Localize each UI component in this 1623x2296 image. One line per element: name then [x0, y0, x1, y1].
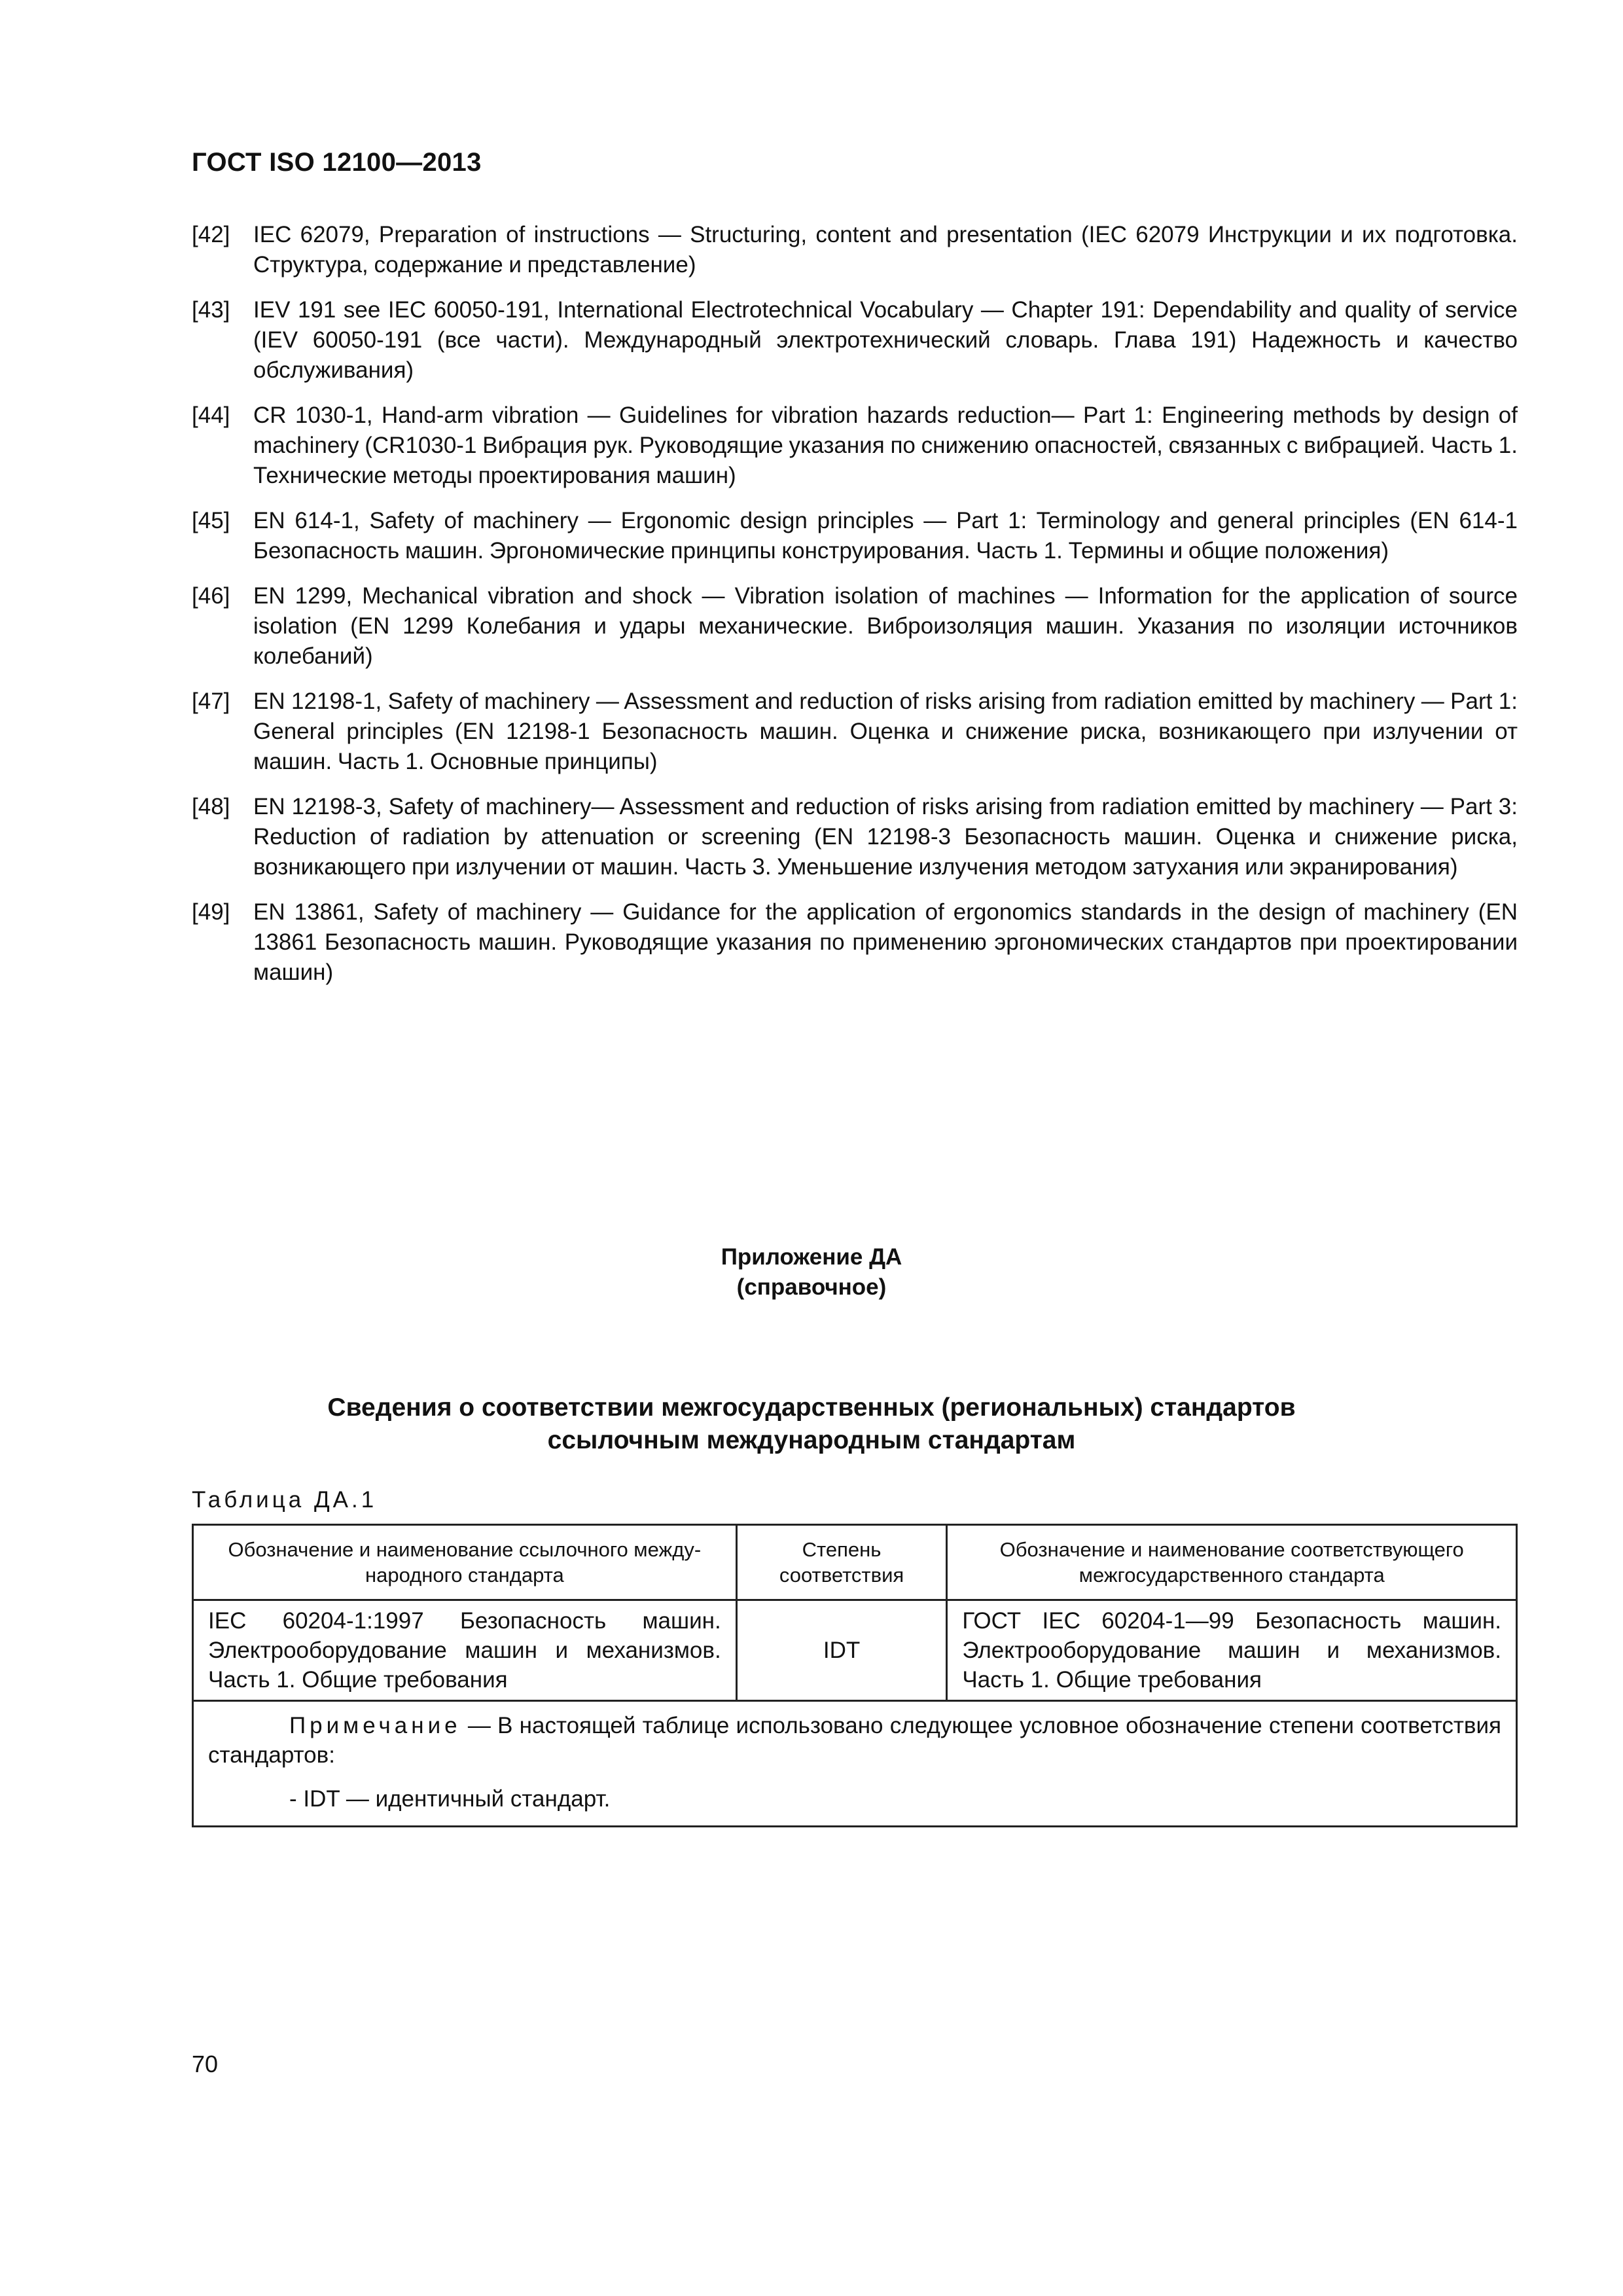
- reference-item: [192, 581, 1518, 672]
- table-header-row: [193, 1525, 1517, 1600]
- table-header-cell: Степень соответствия: [736, 1525, 947, 1600]
- page-number: 70: [192, 2051, 219, 2077]
- reference-item: [192, 897, 1518, 988]
- table-cell: IEC 60204-1:1997 Безопасность машин. Электрооборудование машин и механизмов. Часть 1. Общие требования: [193, 1600, 737, 1701]
- reference-item: [192, 792, 1518, 882]
- section-title-line-2: ссылочным международным стандартам: [547, 1426, 1076, 1454]
- reference-number: [45]: [192, 508, 230, 533]
- note-item: - IDT — идентичный стандарт.: [289, 1786, 611, 1812]
- reference-number: [44]: [192, 403, 230, 428]
- reference-item: [192, 401, 1518, 491]
- table-cell: IDT: [736, 1600, 947, 1701]
- table-label: Таблица ДА.1: [192, 1487, 378, 1513]
- reference-item: [192, 295, 1518, 386]
- reference-number: [43]: [192, 297, 230, 323]
- table-row: [193, 1600, 1517, 1701]
- table-note-cell: [193, 1701, 1517, 1827]
- reference-number: [49]: [192, 899, 230, 925]
- table-note-text: [208, 1711, 1501, 1770]
- reference-text: EN 12198-3, Safety of machinery— Assessment and reduction of risks arising from radiation emitted by machinery — Part 3: Reduction of radiation by attenuation or screening (EN 12198-3 Безопасность машин. Оценка и снижение риска, возникающего при излучении от машин. Часть 3. Уменьшение излучения методом затухания или экранирования): [253, 794, 1518, 880]
- reference-text: EN 13861, Safety of machinery — Guidance for the application of ergonomics standards in the design of machinery (EN 13861 Безопасность машин. Руководящие указания по применению эргономических стандартов при проектировании машин): [253, 899, 1518, 985]
- document-header: ГОСТ ISO 12100—2013: [192, 148, 482, 177]
- reference-number: [47]: [192, 689, 230, 714]
- table-note-row: [193, 1701, 1517, 1827]
- table-header-cell: Обозначение и наименование ссылочного международного стандарта: [193, 1525, 737, 1600]
- reference-text: IEV 191 see IEC 60050-191, International Electrotechnical Vocabulary — Chapter 191: Dependability and quality of service (IEV 60050-191 (все части). Международный электротехнический словарь. Глава 191) Надежность и качество обслуживания): [253, 297, 1518, 383]
- reference-number: [48]: [192, 794, 230, 819]
- section-title-line-1: Сведения о соответствии межгосударственных (региональных) стандартов: [327, 1393, 1296, 1422]
- reference-number: [46]: [192, 583, 230, 609]
- section-title: [0, 1391, 1623, 1457]
- correspondence-table: [192, 1524, 1518, 1827]
- annex-title: Приложение ДА: [721, 1244, 902, 1270]
- table-header-cell: Обозначение и наименование соответствующего межгосударственного стандарта: [947, 1525, 1517, 1600]
- references-list: [192, 220, 1518, 1003]
- annex-subtitle: (справочное): [736, 1274, 887, 1300]
- reference-item: [192, 220, 1518, 280]
- reference-number: [42]: [192, 222, 230, 247]
- reference-item: [192, 506, 1518, 566]
- note-body: — В настоящей таблице использовано следующее условное обозначение степени соответствия стандартов:: [208, 1713, 1501, 1768]
- reference-item: [192, 687, 1518, 777]
- reference-text: IEC 62079, Preparation of instructions — Structuring, content and presentation (IEC 62079 Инструкции и их подготовка. Структура, содержание и представление): [253, 222, 1518, 278]
- table-cell: ГОСТ IEC 60204-1—99 Безопасность машин. Электрооборудование машин и механизмов. Часть 1. Общие требования: [947, 1600, 1517, 1701]
- reference-text: CR 1030-1, Hand-arm vibration — Guidelines for vibration hazards reduction— Part 1: Engineering methods by design of machinery (CR1030-1 Вибрация рук. Руководящие указания по снижению опасностей, связанных с вибрацией. Часть 1. Технические методы проектирования машин): [253, 403, 1518, 488]
- reference-text: EN 614-1, Safety of machinery — Ergonomic design principles — Part 1: Terminology and general principles (EN 614-1 Безопасность машин. Эргономические принципы конструирования. Часть 1. Термины и общие положения): [253, 508, 1518, 564]
- reference-text: EN 12198-1, Safety of machinery — Assessment and reduction of risks arising from radiation emitted by machinery — Part 1: General principles (EN 12198-1 Безопасность машин. Оценка и снижение риска, возникающего при излучении от машин. Часть 1. Основные принципы): [253, 689, 1518, 774]
- reference-text: EN 1299, Mechanical vibration and shock — Vibration isolation of machines — Information for the application of source isolation (EN 1299 Колебания и удары механические. Виброизоляция машин. Указания по изоляции источников колебаний): [253, 583, 1518, 669]
- note-label: Примечание: [289, 1713, 461, 1738]
